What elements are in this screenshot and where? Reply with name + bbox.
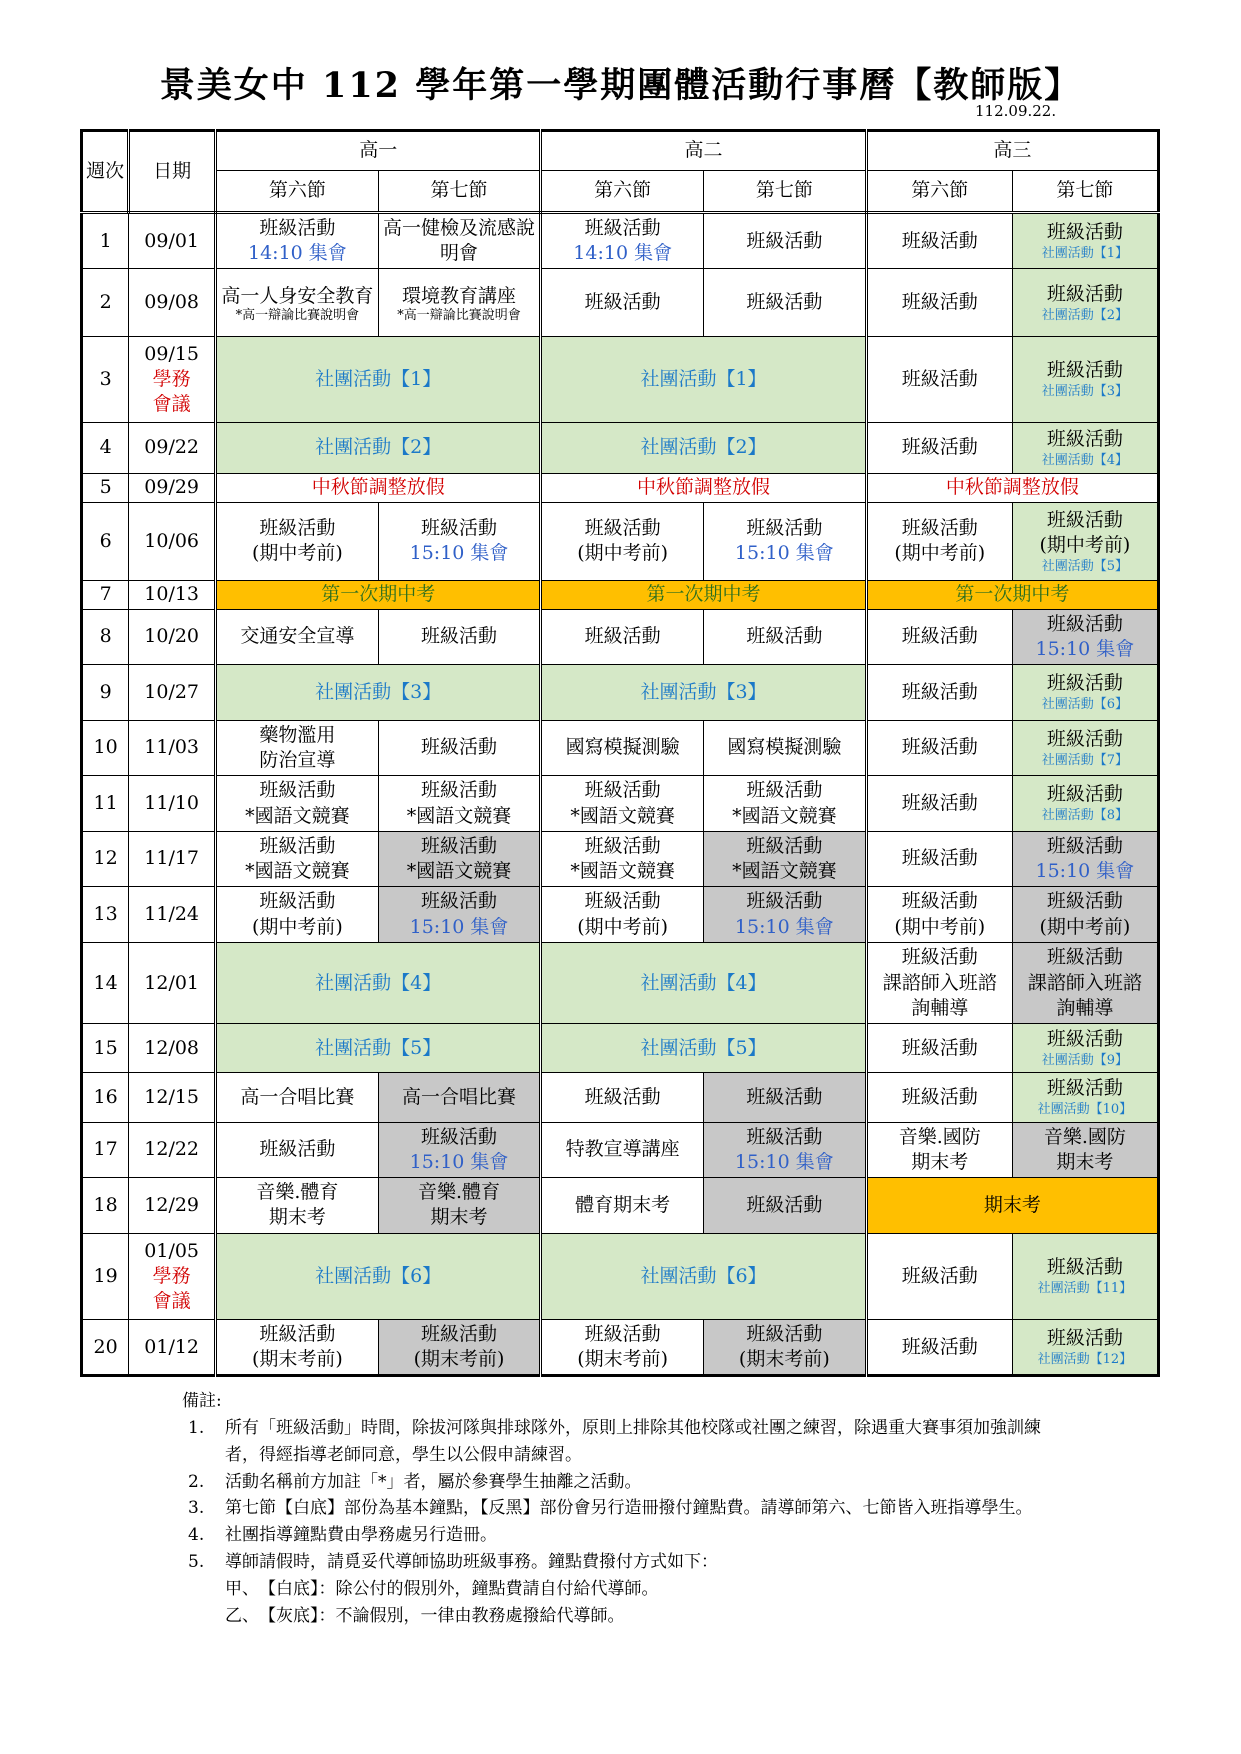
event-cell: 班級活動 [866,665,1012,721]
event-cell: 班級活動 社團活動【12】 [1012,1320,1158,1376]
table-row [82,337,1159,422]
event-cell: 班級活動 課諮師入班諮 詢輔導 [1012,942,1158,1023]
period-header: 第七節 [378,170,541,213]
holiday-cell: 中秋節調整放假 [216,474,541,503]
holiday-cell: 中秋節調整放假 [541,474,866,503]
event-cell: 班級活動 15:10 集會 [704,502,867,580]
table-row [82,831,1159,887]
club-activity-cell: 社團活動【2】 [216,422,541,473]
club-activity-cell: 社團活動【5】 [216,1024,541,1073]
event-cell: 班級活動 [704,609,867,665]
event-cell: 國寫模擬測驗 [541,720,704,776]
event-cell: 班級活動 [541,268,704,336]
event-cell: 藥物濫用 防治宣導 [216,720,379,776]
week-cell: 20 [82,1320,129,1376]
event-cell: 班級活動 [866,268,1012,336]
event-cell: 班級活動 15:10 集會 [378,1122,541,1178]
table-row [82,1178,1159,1234]
event-cell: 班級活動 14:10 集會 [541,213,704,269]
event-cell: 班級活動 [866,1073,1012,1122]
club-activity-cell: 社團活動【5】 [541,1024,866,1073]
event-cell: 班級活動 [378,609,541,665]
event-cell: 班級活動 15:10 集會 [704,1122,867,1178]
event-cell: 國寫模擬測驗 [704,720,867,776]
week-cell: 17 [82,1122,129,1178]
event-cell: 班級活動 社團活動【2】 [1012,268,1158,336]
date-cell: 11/24 [129,887,216,943]
date-cell: 09/01 [129,213,216,269]
midterm-cell: 第一次期中考 [541,580,866,609]
period-header: 第六節 [866,170,1012,213]
event-cell: 班級活動 社團活動【4】 [1012,422,1158,473]
midterm-cell: 第一次期中考 [216,580,541,609]
event-cell: 特教宣導講座 [541,1122,704,1178]
date-cell: 12/29 [129,1178,216,1234]
header-row-grades [82,131,1159,171]
event-cell: 班級活動 [704,1178,867,1234]
date-cell: 10/27 [129,665,216,721]
notes-section [0,1388,1241,1630]
club-activity-cell: 社團活動【3】 [541,665,866,721]
week-cell: 11 [82,776,129,832]
event-cell: 班級活動 (期末考前) [541,1320,704,1376]
event-cell: 班級活動 15:10 集會 [378,887,541,943]
header-row-periods [82,170,1159,213]
event-cell: 班級活動 [866,831,1012,887]
event-cell: 班級活動 *國語文競賽 [704,831,867,887]
note-item: 1. 所有「班級活動」時間，除拔河隊與排球隊外，原則上排除其他校隊或社團之練習，除遇重大賽事須加強訓練者，得經指導老師同意，學生以公假申請練習。 [188,1417,1041,1465]
event-cell: 班級活動 社團活動【11】 [1012,1233,1158,1320]
week-cell: 19 [82,1233,129,1320]
event-cell: 班級活動 *國語文競賽 [378,831,541,887]
midterm-cell: 第一次期中考 [866,580,1158,609]
date-cell: 10/20 [129,609,216,665]
date-cell: 12/01 [129,942,216,1023]
event-cell: 班級活動 [704,213,867,269]
event-cell: 班級活動 [216,1122,379,1178]
event-cell: 班級活動 [866,1233,1012,1320]
table-row [82,422,1159,473]
club-activity-cell: 社團活動【6】 [216,1233,541,1320]
table-row [82,213,1159,269]
week-cell: 3 [82,337,129,422]
event-cell: 班級活動 社團活動【8】 [1012,776,1158,832]
table-row [82,1320,1159,1376]
date-header: 日期 [129,131,216,213]
period-header: 第六節 [541,170,704,213]
table-row [82,776,1159,832]
note-item: 5. 導師請假時，請覓妥代導師協助班級事務。鐘點費撥付方式如下： [188,1552,718,1573]
note-subitem: 甲、 【白底】：除公付的假別外，鐘點費請自付給代導師。 [225,1579,659,1600]
event-cell: 班級活動 *國語文競賽 [704,776,867,832]
event-cell: 班級活動 社團活動【6】 [1012,665,1158,721]
table-row [82,1233,1159,1320]
date-cell: 11/17 [129,831,216,887]
event-cell: 環境教育講座 *高一辯論比賽說明會 [378,268,541,336]
event-cell: 班級活動 社團活動【3】 [1012,337,1158,422]
event-cell: 班級活動 (期中考前) [541,887,704,943]
event-cell: 班級活動 (期中考前) [866,887,1012,943]
holiday-cell: 中秋節調整放假 [866,474,1158,503]
date-cell: 09/22 [129,422,216,473]
event-cell: 班級活動 社團活動【1】 [1012,213,1158,269]
table-row [82,474,1159,503]
event-cell: 班級活動 社團活動【9】 [1012,1024,1158,1073]
event-cell: 班級活動 [541,609,704,665]
event-cell: 高一合唱比賽 [216,1073,379,1122]
date-cell: 09/29 [129,474,216,503]
club-activity-cell: 社團活動【3】 [216,665,541,721]
event-cell: 音樂.體育 期末考 [378,1178,541,1234]
event-cell: 班級活動 15:10 集會 [378,502,541,580]
grade-header: 高三 [866,131,1158,171]
event-cell: 班級活動 [704,1073,867,1122]
event-cell: 班級活動 *國語文競賽 [541,831,704,887]
date-cell: 01/12 [129,1320,216,1376]
notes-heading: 備註: [182,1391,222,1411]
period-header: 第七節 [704,170,867,213]
event-cell: 班級活動 15:10 集會 [1012,831,1158,887]
event-cell: 班級活動 (期中考前) [866,502,1012,580]
event-cell: 班級活動 (期末考前) [704,1320,867,1376]
page-title: 景美女中 112 學年第一學期團體活動行事曆【教師版】 [159,65,1082,106]
event-cell: 高一人身安全教育 *高一辯論比賽說明會 [216,268,379,336]
event-cell: 班級活動 (期中考前) [541,502,704,580]
event-cell: 班級活動 [541,1073,704,1122]
date-cell: 11/03 [129,720,216,776]
final-exam-cell: 期末考 [866,1178,1158,1234]
activity-calendar-table [80,129,1160,1377]
event-cell: 班級活動 15:10 集會 [704,887,867,943]
event-cell: 高一健檢及流感說明會 [378,213,541,269]
event-cell: 班級活動 (期中考前) 社團活動【5】 [1012,502,1158,580]
week-cell: 13 [82,887,129,943]
week-cell: 8 [82,609,129,665]
event-cell: 班級活動 *國語文競賽 [541,776,704,832]
club-activity-cell: 社團活動【1】 [541,337,866,422]
event-cell: 班級活動 [866,1024,1012,1073]
week-cell: 16 [82,1073,129,1122]
table-row [82,1122,1159,1178]
table-row [82,609,1159,665]
week-cell: 2 [82,268,129,336]
week-cell: 4 [82,422,129,473]
period-header: 第七節 [1012,170,1158,213]
table-row [82,580,1159,609]
week-header: 週次 [82,131,129,213]
event-cell: 班級活動 (期中考前) [1012,887,1158,943]
week-cell: 15 [82,1024,129,1073]
event-cell: 高一合唱比賽 [378,1073,541,1122]
table-row [82,720,1159,776]
event-cell: 班級活動 課諮師入班諮 詢輔導 [866,942,1012,1023]
club-activity-cell: 社團活動【6】 [541,1233,866,1320]
table-row [82,268,1159,336]
table-row [82,665,1159,721]
event-cell: 班級活動 [866,337,1012,422]
week-cell: 5 [82,474,129,503]
date-cell: 09/08 [129,268,216,336]
event-cell: 班級活動 [866,609,1012,665]
event-cell: 音樂.體育 期末考 [216,1178,379,1234]
event-cell: 班級活動 [866,720,1012,776]
date-cell: 12/22 [129,1122,216,1178]
event-cell: 班級活動 [866,213,1012,269]
event-cell: 班級活動 [866,422,1012,473]
table-row [82,502,1159,580]
note-item: 3. 第七節【白底】部份為基本鐘點，【反黑】部份會另行造冊撥付鐘點費。請導師第六、七節皆入班指導學生。 [188,1498,1033,1519]
event-cell: 音樂.國防 期末考 [866,1122,1012,1178]
note-subitem: 乙、 【灰底】：不論假別，一律由教務處撥給代導師。 [225,1605,625,1626]
week-cell: 9 [82,665,129,721]
table-row [82,887,1159,943]
date-cell: 10/13 [129,580,216,609]
week-cell: 12 [82,831,129,887]
revision-date: 112.09.22. [975,102,1057,120]
period-header: 第六節 [216,170,379,213]
club-activity-cell: 社團活動【4】 [541,942,866,1023]
grade-header: 高一 [216,131,541,171]
event-cell: 班級活動 社團活動【7】 [1012,720,1158,776]
table-row [82,1024,1159,1073]
event-cell: 體育期末考 [541,1178,704,1234]
event-cell: 班級活動 14:10 集會 [216,213,379,269]
week-cell: 7 [82,580,129,609]
date-cell: 12/15 [129,1073,216,1122]
date-cell: 12/08 [129,1024,216,1073]
date-cell: 11/10 [129,776,216,832]
date-cell: 10/06 [129,502,216,580]
event-cell: 音樂.國防 期末考 [1012,1122,1158,1178]
event-cell: 班級活動 [378,720,541,776]
table-row [82,1073,1159,1122]
event-cell: 班級活動 15:10 集會 [1012,609,1158,665]
grade-header: 高二 [541,131,866,171]
week-cell: 14 [82,942,129,1023]
event-cell: 班級活動 *國語文競賽 [216,776,379,832]
week-cell: 1 [82,213,129,269]
date-cell: 01/05 學務 會議 [129,1233,216,1320]
club-activity-cell: 社團活動【1】 [216,337,541,422]
event-cell: 班級活動 (期末考前) [216,1320,379,1376]
table-row [82,942,1159,1023]
note-item: 4. 社團指導鐘點費由學務處另行造冊。 [188,1525,497,1546]
note-item: 2. 活動名稱前方加註「*」者，屬於參賽學生抽離之活動。 [188,1471,642,1492]
event-cell: 班級活動 (期中考前) [216,502,379,580]
club-activity-cell: 社團活動【2】 [541,422,866,473]
event-cell: 交通安全宣導 [216,609,379,665]
club-activity-cell: 社團活動【4】 [216,942,541,1023]
week-cell: 18 [82,1178,129,1234]
event-cell: 班級活動 [866,776,1012,832]
week-cell: 6 [82,502,129,580]
week-cell: 10 [82,720,129,776]
event-cell: 班級活動 (期中考前) [216,887,379,943]
event-cell: 班級活動 *國語文競賽 [216,831,379,887]
event-cell: 班級活動 社團活動【10】 [1012,1073,1158,1122]
event-cell: 班級活動 (期末考前) [378,1320,541,1376]
date-cell: 09/15 學務 會議 [129,337,216,422]
event-cell: 班級活動 [866,1320,1012,1376]
event-cell: 班級活動 *國語文競賽 [378,776,541,832]
event-cell: 班級活動 [704,268,867,336]
